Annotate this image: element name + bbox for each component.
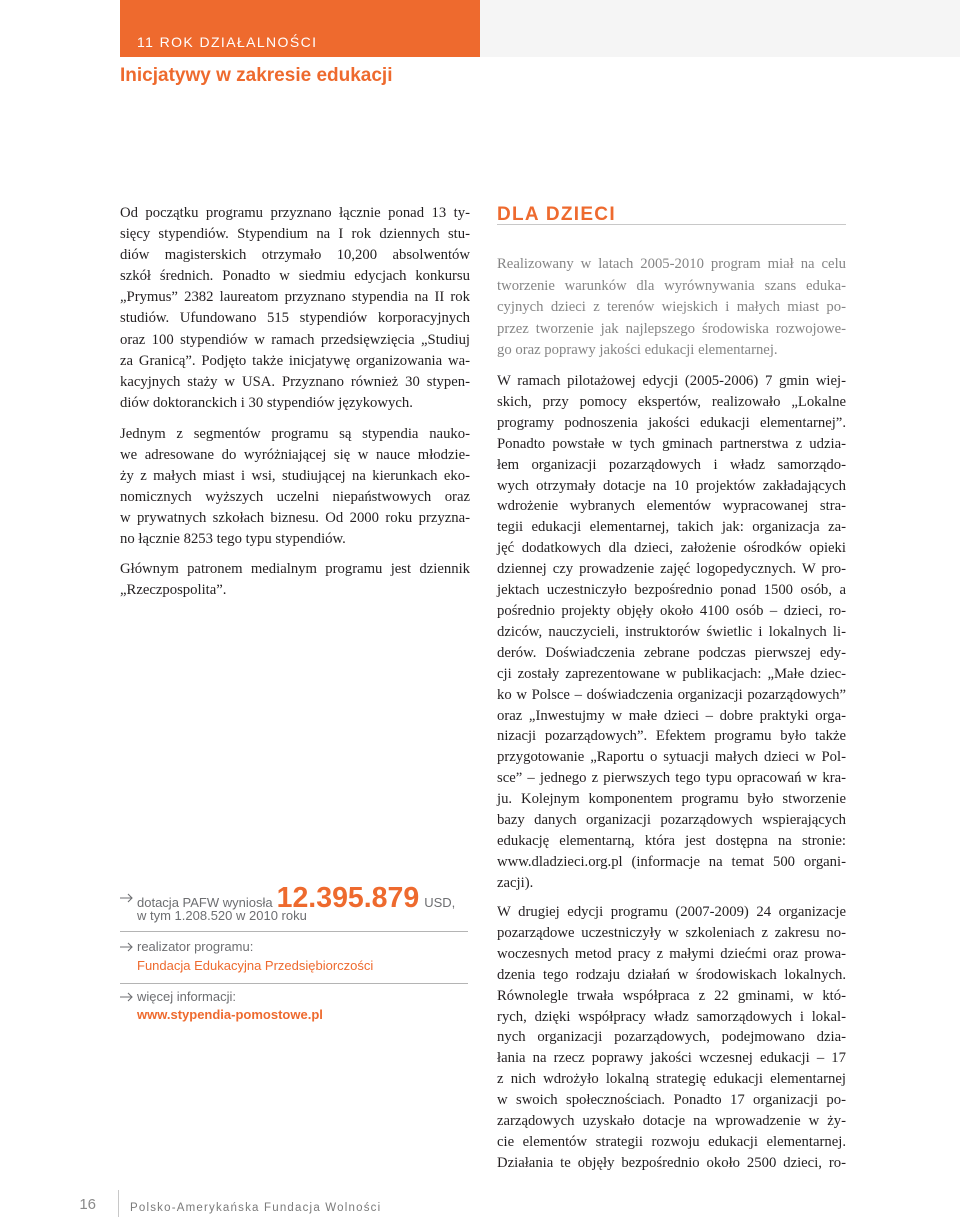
text-line: Działania te objęły bezpośrednio około 2500 dzieci, ro- [497,1154,846,1171]
text-line: cyjnych dzieci z terenów wiejskich i małych miast po- [497,299,846,315]
text-line: Realizowany w latach 2005-2010 program miał na celu [497,256,846,272]
text-line: dzenia tego rodzaju działań w środowiskach lokalnych. [497,966,846,983]
text-line: programy podnoszenia jakości edukacji elementarnej”. [497,414,846,431]
text-line: Głównym patronem medialnym programu jest dziennik [120,561,470,577]
more-info-url: www.stypendia-pomostowe.pl [137,1007,323,1022]
grant-amount: 12.395.879 [276,882,420,914]
text-line: www.dladzieci.org.pl (informacje na temat 500 organi- [497,853,846,870]
scholarship-summary-paragraph [120,203,470,414]
grant-currency: USD, [424,895,456,910]
text-line: jęć dodatkowych dla dzieci, założenie ośrodków opieki [497,540,846,557]
text-line: W drugiej edycji programu (2007-2009) 24 organizacje [497,904,846,920]
text-line: za Granicą”. Podjęto także inicjatywę organizowania wa- [120,352,470,369]
text-line: wdrożenie wybranych elementów wypracowanej stra- [497,498,846,515]
text-line: pozarządowe uczestniczyły w szkoleniach z zakresu no- [497,924,846,941]
text-line: cji zostały zaprezentowane w publikacjach: „Małe dziec- [497,665,846,682]
text-line: oraz 100 stypendiów w ramach przedsięwzięcia „Studiuj [120,331,470,348]
arrow-right-icon [120,893,133,903]
text-line: dziennej czy prowadzenie zajęć logopedycznych. W pro- [497,561,846,578]
text-line: skich, przy pomocy ekspertów, realizowało „Lokalne [497,393,846,410]
text-line: Ponadto powstałe w tych gminach partnerstwa z udzia- [497,435,846,452]
implementer-name: Fundacja Edukacyjna Przedsiębiorczości [137,958,374,973]
text-line: Jednym z segmentów programu są stypendia nauko- [120,426,470,442]
media-patron-paragraph [120,559,470,601]
text-line: łania na rzecz poprawy jakości wczesnej edukacji – 17 [497,1050,846,1067]
text-line: Od początku programu przyznano łącznie ponad 13 ty- [120,205,470,221]
footer-divider [118,1190,119,1217]
grant-detail: w tym 1.208.520 w 2010 roku [137,908,307,923]
arrow-right-icon [120,942,133,952]
text-line: sięcy stypendiów. Stypendium na I rok dziennych stu- [120,226,470,243]
text-line: no łącznie 8253 tego typu stypendiów. [120,530,346,547]
info-divider [120,983,468,984]
text-line: nomicznych wyższych uczelni niepaństwowych oraz [120,488,470,505]
text-line: woczesnych metod pracy z małymi dziećmi oraz prowa- [497,945,846,962]
text-line: diów magisterskich otrzymało 10,200 absolwentów [120,247,470,264]
text-line: zarządowych uzyskało dotacje na wprowadzenie w ży- [497,1113,846,1130]
text-line: przygotowanie „Raportu o sytuacji małych dzieci w Pol- [497,749,846,766]
pilot-edition-paragraph [497,371,846,894]
page-title: Inicjatywy w zakresie edukacji [120,65,393,86]
text-line: w prywatnych szkołach biznesu. Od 2000 roku przyzna- [120,509,470,526]
text-line: tegii edukacji elementarnej, takich jak: organizacja za- [497,519,846,536]
text-line: przez tworzenie jak najlepszego środowiska rozwojowe- [497,320,846,337]
text-line: studiów. Ufundowano 515 stypendiów korporacyjnych [120,310,470,327]
section-heading: DLA DZIECI [497,206,846,225]
text-line: z nich wdrożyło lokalną strategię edukacji elementarnej [497,1071,846,1088]
section-label: 11 ROK DZIAŁALNOŚCI [137,34,318,50]
text-line: dziców, nauczycieli, instruktorów świetlic i lokalnych li- [497,623,846,640]
text-line: ju. Kolejnym komponentem programu było stworzenie [497,791,846,808]
arrow-right-icon [120,992,133,1002]
text-line: Równolegle trwała współpraca z 22 gminami, w któ- [497,987,846,1004]
text-line: diów doktoranckich i 30 stypendiów językowych. [120,394,413,411]
text-line: sce” – jednego z pierwszych tego typu opracowań w kra- [497,770,846,787]
footer-organization: Polsko-Amerykańska Fundacja Wolności [130,1202,382,1214]
text-line: we adresowane do wyróżniającej się w nauce młodzie- [120,446,470,463]
text-line: zacji). [497,874,534,891]
text-line: „Rzeczpospolita”. [120,582,227,598]
text-line: bazy danych organizacji pozarządowych wspierających [497,812,846,829]
text-line: edukację elementarną, która jest dostępna na stronie: [497,832,846,849]
text-line: oraz „Inwestujmy w małe dzieci – dobre praktyki orga- [497,707,846,724]
text-line: tworzenie warunków dla wyrównywania szans eduka- [497,277,846,294]
info-divider [120,931,468,932]
text-line: wych otrzymały dotacje na 10 projektów zakładających [497,477,846,494]
text-line: pośrednio projekty objęły około 4100 osób – dzieci, ro- [497,602,846,619]
implementer-label: realizator programu: [137,939,254,954]
text-line: ży z małych miast i wsi, studiującej na kierunkach eko- [120,467,470,484]
text-line: nych organizacji pozarządowych, podejmowano dzia- [497,1029,846,1046]
text-line: ko w Polsce – doświadczenia organizacji pozarządowych” [497,686,846,703]
text-line: cie elementów strategii rozwoju edukacji elementarnej. [497,1133,846,1150]
page-number: 16 [79,1196,96,1213]
text-line: derów. Doświadczenia zebrane podczas pierwszej edy- [497,644,846,661]
second-edition-paragraph [497,902,846,1174]
program-intro-paragraph [497,254,846,362]
text-line: szkół średnich. Ponadto w siedmiu edycjach konkursu [120,268,470,285]
text-line: jektach uczestniczyło bezpośrednio ponad 1500 osób, a [497,582,846,599]
text-line: go oraz poprawy jakości edukacji elementarnej. [497,342,778,358]
economic-scholarships-paragraph [120,424,470,549]
text-line: W ramach pilotażowej edycji (2005-2006) 7 gmin wiej- [497,373,846,389]
text-line: rych, dzięki współpracy władz samorządowych i lokal- [497,1008,846,1025]
text-line: kacyjnych staży w USA. Przyznano również 30 stypen- [120,373,470,390]
text-line: nizacji pozarządowych”. Efektem programu było także [497,728,846,745]
header-band-light [480,0,960,57]
grant-label: dotacja PAFW wyniosła [137,895,273,910]
text-line: „Prymus” 2382 laureatom przyznano stypendia na II rok [120,289,470,306]
text-line: w swoich społecznościach. Ponadto 17 organizacji po- [497,1092,846,1109]
more-info-label: więcej informacji: [137,989,236,1004]
text-line: łem organizacji pozarządowych i władz samorządo- [497,456,846,473]
